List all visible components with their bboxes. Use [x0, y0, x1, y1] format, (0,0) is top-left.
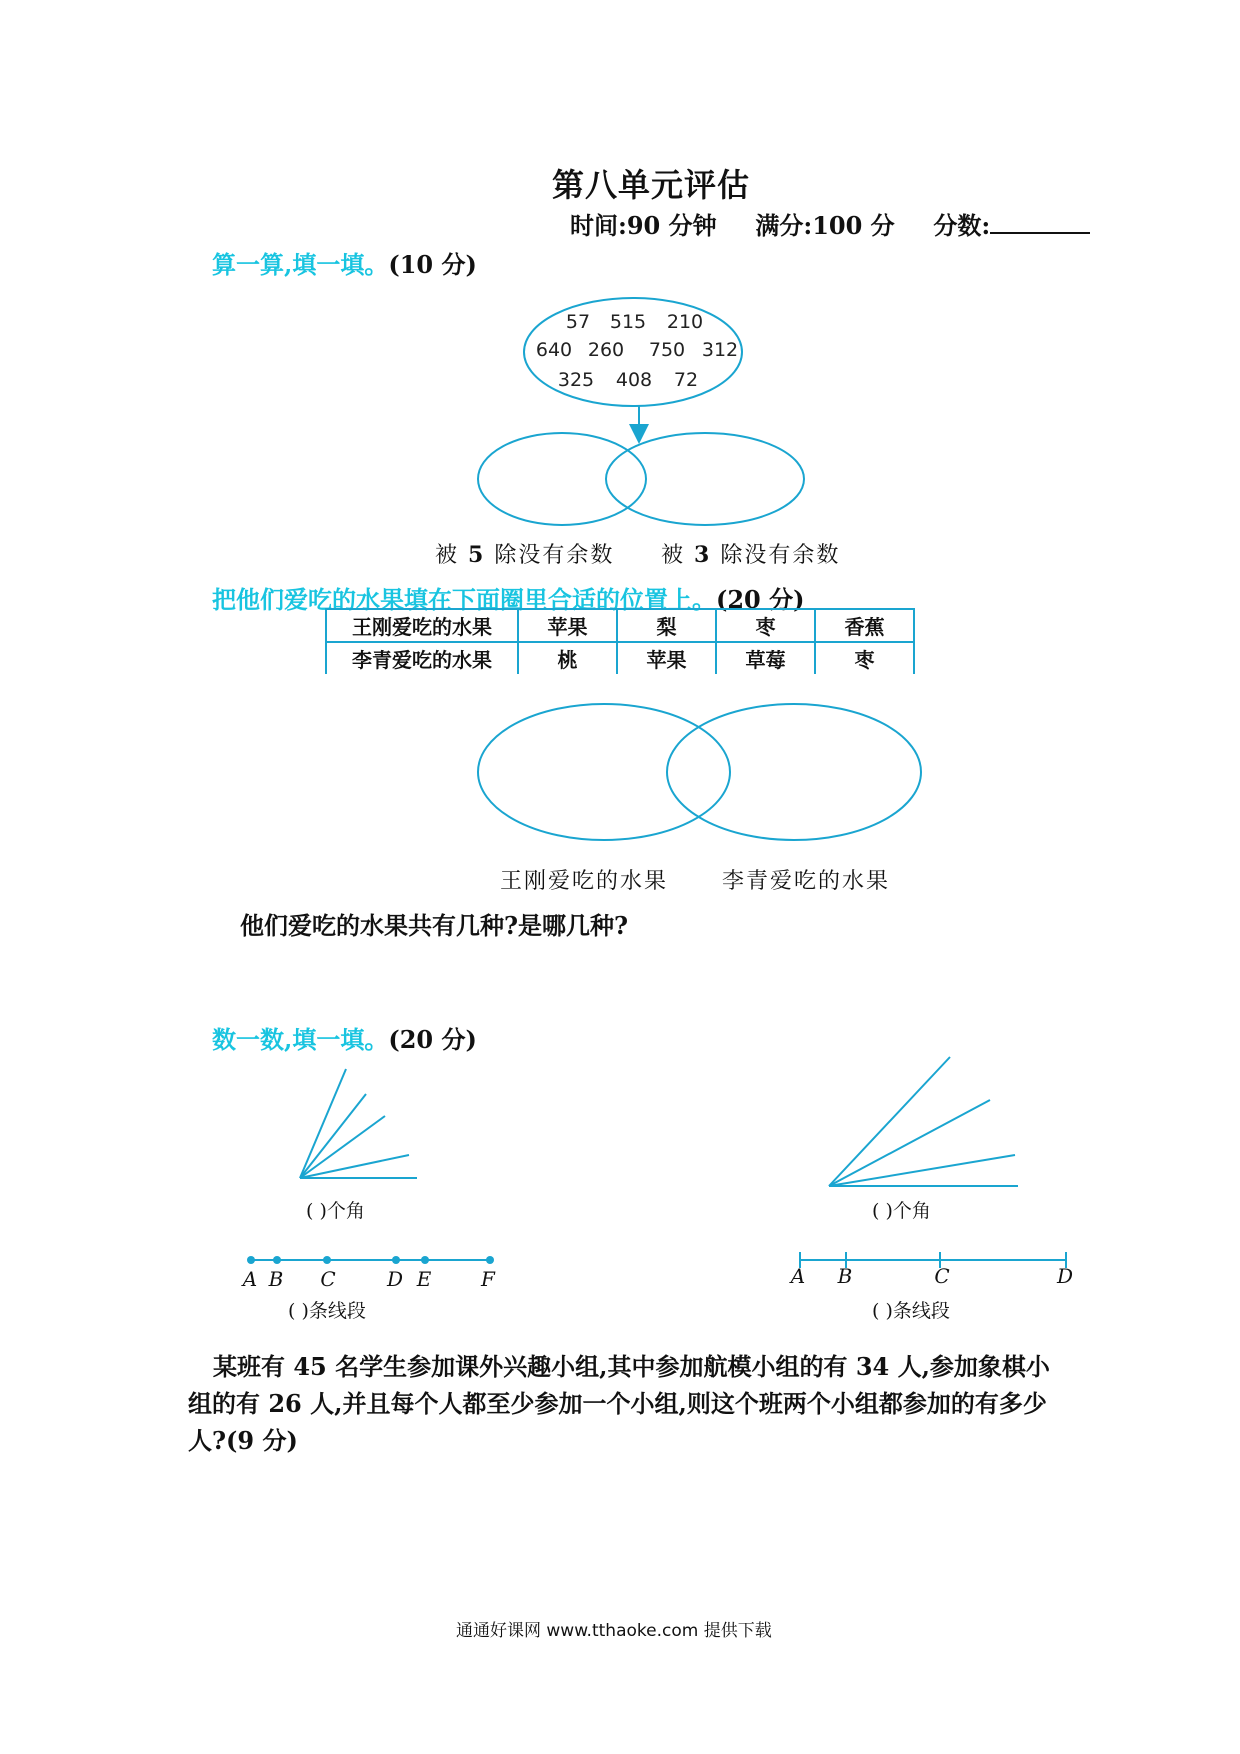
segment-labels-right [789, 1264, 1073, 1288]
point-label: F [481, 1267, 495, 1291]
point-dot [392, 1256, 400, 1264]
table-cell: 草莓 [716, 642, 815, 674]
number-item: 210 [666, 311, 704, 333]
point-dot [273, 1256, 281, 1264]
segment-count-right: ( )条线段 [872, 1300, 950, 1322]
table-cell: 李青爱吃的水果 [326, 642, 518, 674]
section2-question: 他们爱吃的水果共有几种?是哪几种? [240, 911, 629, 940]
point-dot [421, 1256, 429, 1264]
segment-labels-left [241, 1267, 496, 1291]
point-dot [323, 1256, 331, 1264]
ray [829, 1057, 950, 1186]
point-label: A [790, 1264, 806, 1288]
angle-count-left: ( )个角 [306, 1200, 365, 1222]
table-cell: 苹果 [518, 609, 617, 642]
point-label: D [386, 1267, 404, 1291]
venn2-left-circle [478, 704, 730, 840]
number-item: 57 [565, 311, 591, 333]
number-item: 72 [673, 369, 699, 391]
section1-title: 算一算,填一填。 [212, 250, 389, 279]
point-dot [247, 1256, 255, 1264]
number-item: 325 [557, 369, 595, 391]
angle-fan-left [300, 1069, 417, 1178]
section3-title: 数一数,填一填。 [212, 1025, 389, 1054]
number-item: 640 [535, 339, 573, 361]
table-cell: 香蕉 [815, 609, 914, 642]
point-label: A [242, 1267, 258, 1291]
venn-right-circle [606, 433, 804, 525]
number-item: 408 [615, 369, 653, 391]
point-label: B [837, 1264, 853, 1288]
segment-line-left [247, 1256, 494, 1264]
section1-points: (10 分) [388, 250, 477, 279]
point-label: B [268, 1267, 284, 1291]
word-problem: 某班有 45 名学生参加课外兴趣小组,其中参加航模小组的有 34 人,参加象棋小组的有 26 人,并且每个人都至少参加一个小组,则这个班两个小组都参加的有多少人?(9 分) [188, 1352, 1050, 1455]
table-cell: 王刚爱吃的水果 [326, 609, 518, 642]
table-cell: 枣 [716, 609, 815, 642]
point-label: C [320, 1267, 336, 1291]
section3-points: (20 分) [388, 1025, 477, 1054]
table-cell: 苹果 [617, 642, 716, 674]
venn2-right-circle [667, 704, 921, 840]
angle-count-right: ( )个角 [872, 1200, 931, 1222]
venn2-left-label: 王刚爱吃的水果 [500, 869, 669, 894]
section2-title: 把他们爱吃的水果填在下面圈里合适的位置上。 [212, 585, 716, 614]
number-set [536, 311, 738, 391]
score-label: 分数: [933, 211, 991, 240]
venn2-right-label: 李青爱吃的水果 [722, 869, 891, 894]
section2-points: (20 分) [716, 585, 805, 614]
table-cell: 桃 [518, 642, 617, 674]
venn1-left-label: 被 5 除没有余数 [435, 542, 615, 568]
point-label: C [934, 1264, 950, 1288]
number-item: 515 [609, 311, 647, 333]
full-score: 满分:100 分 [755, 211, 895, 240]
number-item: 312 [701, 339, 739, 361]
angle-fan-right [829, 1057, 1018, 1186]
point-label: D [1056, 1264, 1074, 1288]
table-cell: 梨 [617, 609, 716, 642]
point-label: E [416, 1267, 432, 1291]
point-dot [486, 1256, 494, 1264]
time-limit: 时间:90 分钟 [570, 211, 717, 240]
number-item: 260 [587, 339, 625, 361]
table-cell: 枣 [815, 642, 914, 674]
number-item: 750 [648, 339, 686, 361]
page-title: 第八单元评估 [552, 166, 751, 204]
footer-text: 通通好课网 www.tthaoke.com 提供下载 [456, 1621, 772, 1641]
segment-count-left: ( )条线段 [288, 1300, 366, 1322]
venn1-right-label: 被 3 除没有余数 [661, 542, 841, 568]
venn-left-circle [478, 433, 646, 525]
